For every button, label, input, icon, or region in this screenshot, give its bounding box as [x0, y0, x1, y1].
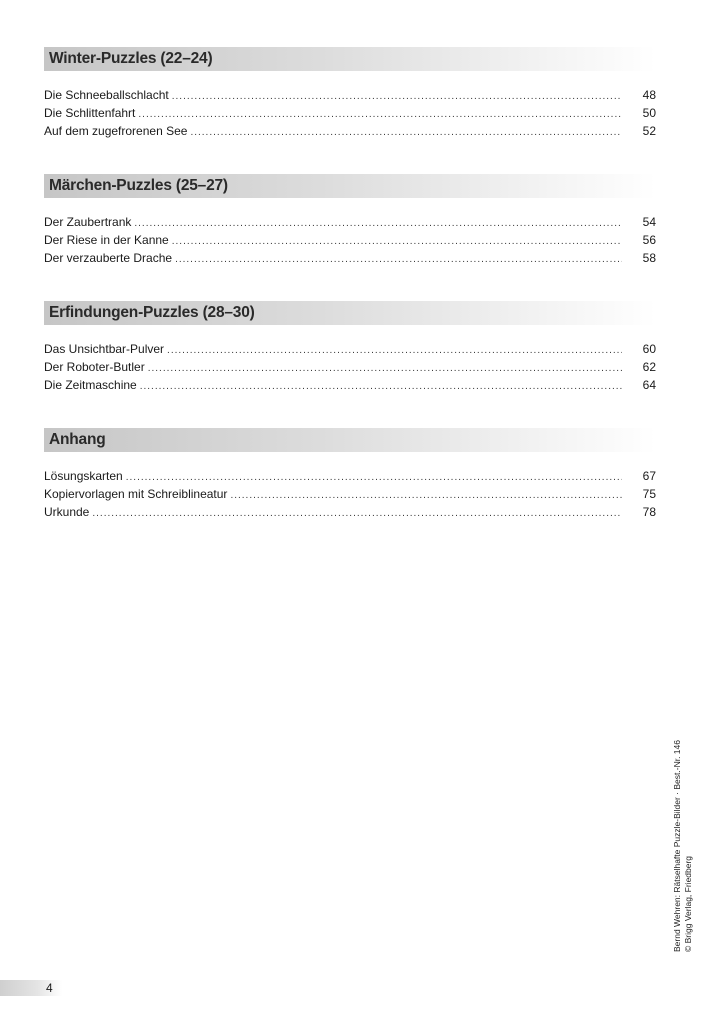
- toc-entry-page: 48: [642, 88, 656, 102]
- toc-entry-label: Das Unsichtbar-Pulver: [44, 342, 165, 356]
- toc-entry-page: 58: [642, 251, 656, 265]
- dot-leader: [230, 490, 622, 501]
- toc-entry-page: 67: [642, 469, 656, 483]
- toc-entry-label: Der verzauberte Drache: [44, 251, 173, 265]
- toc-entry-label: Urkunde: [44, 505, 90, 519]
- toc-entry-page: 64: [642, 378, 656, 392]
- toc-entry-label: Kopiervorlagen mit Schreiblineatur: [44, 487, 228, 501]
- dot-leader: [172, 236, 622, 247]
- toc-entry: [44, 215, 656, 233]
- copyright-line-2: © Brigg Verlag, Friedberg: [683, 855, 693, 952]
- toc-entry: [44, 342, 656, 360]
- toc-list: [44, 215, 656, 269]
- toc-entry-label: Die Schneeballschlacht: [44, 88, 169, 102]
- toc-entry: [44, 124, 656, 142]
- dot-leader: [175, 254, 622, 265]
- toc-entry-page: 60: [642, 342, 656, 356]
- toc-entry: [44, 360, 656, 378]
- dot-leader: [134, 218, 622, 229]
- toc-entry: [44, 487, 656, 505]
- toc-list: [44, 469, 656, 523]
- toc-entry-label: Die Schlittenfahrt: [44, 106, 136, 120]
- dot-leader: [190, 127, 622, 138]
- toc-entry: [44, 88, 656, 106]
- section-title: Anhang: [49, 431, 106, 448]
- toc-entry: [44, 233, 656, 251]
- section-header: [44, 301, 656, 325]
- toc-entry-page: 75: [642, 487, 656, 501]
- dot-leader: [138, 109, 622, 120]
- toc-entry-page: 62: [642, 360, 656, 374]
- dot-leader: [92, 508, 622, 519]
- toc-entry-label: Lösungskarten: [44, 469, 123, 483]
- toc-entry-label: Der Roboter-Butler: [44, 360, 145, 374]
- toc-entry-page: 78: [642, 505, 656, 519]
- toc-entry-page: 50: [642, 106, 656, 120]
- toc-entry: [44, 378, 656, 396]
- dot-leader: [148, 363, 622, 374]
- section-header: [44, 428, 656, 452]
- section-anhang: [44, 428, 656, 523]
- dot-leader: [140, 381, 622, 392]
- section-title: Erfindungen-Puzzles (28–30): [49, 304, 255, 321]
- section-maerchen: [44, 174, 656, 269]
- toc-entry: [44, 505, 656, 523]
- toc-entry-label: Die Zeitmaschine: [44, 378, 137, 392]
- toc-entry-page: 54: [642, 215, 656, 229]
- toc-list: [44, 88, 656, 142]
- section-erfindungen: [44, 301, 656, 396]
- toc-entry-page: 56: [642, 233, 656, 247]
- section-title: Winter-Puzzles (22–24): [49, 50, 213, 67]
- copyright-line-1: Bernd Wehren: Rätselhafte Puzzle-Bilder · Best.-Nr. 146: [672, 740, 682, 952]
- copyright-note: [672, 740, 694, 952]
- toc-list: [44, 342, 656, 396]
- dot-leader: [126, 472, 622, 483]
- toc-entry-page: 52: [642, 124, 656, 138]
- section-header: [44, 174, 656, 198]
- section-winter: [44, 47, 656, 142]
- page-number: 4: [46, 981, 53, 995]
- toc-entry: [44, 251, 656, 269]
- section-title: Märchen-Puzzles (25–27): [49, 177, 228, 194]
- toc-entry: [44, 469, 656, 487]
- toc-entry-label: Der Zaubertrank: [44, 215, 132, 229]
- dot-leader: [167, 345, 622, 356]
- toc-entry-label: Der Riese in der Kanne: [44, 233, 169, 247]
- section-header: [44, 47, 656, 71]
- dot-leader: [172, 91, 622, 102]
- toc-entry: [44, 106, 656, 124]
- toc-entry-label: Auf dem zugefrorenen See: [44, 124, 188, 138]
